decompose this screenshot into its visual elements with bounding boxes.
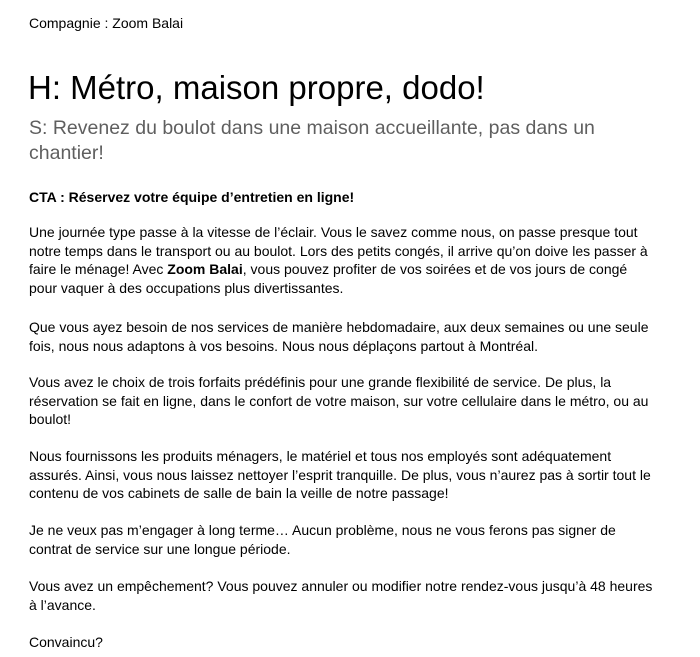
subheadline: S: Revenez du boulot dans une maison accueillante, pas dans un chantier! [29, 117, 595, 164]
body-paragraph-7: Convaincu? [29, 634, 103, 650]
body-paragraph-6: Vous avez un empêchement? Vous pouvez annuler ou modifier notre rendez-vous jusqu’à 48 heures à l’avance. [29, 578, 653, 613]
body-paragraph-3: Vous avez le choix de trois forfaits prédéfinis pour une grande flexibilité de service. De plus, la réservation se fait en ligne, dans le confort de votre maison, sur votre cellulaire dans le métro, ou au boulot! [29, 374, 649, 428]
headline: H: Métro, maison propre, dodo! [28, 69, 485, 106]
call-to-action: CTA : Réservez votre équipe d’entretien en ligne! [29, 189, 355, 205]
body-paragraph-2: Que vous ayez besoin de nos services de manière hebdomadaire, aux deux semaines ou une seule fois, nous nous adaptons à vos besoins. Nous nous déplaçons partout à Montréal. [29, 319, 649, 354]
brand-name: Zoom Balai [167, 261, 243, 278]
paragraph-text: , vous pouvez profiter de vos soirées et de vos jours de congé pour vaquer à des occupations plus divertissantes. [29, 261, 628, 296]
body-paragraph-4: Nous fournissons les produits ménagers, le matériel et tous nos employés sont adéquatement assurés. Ainsi, vous nous laissez nettoyer l’esprit tranquille. De plus, vous n’aurez pas à sortir tout le contenu de vos cabinets de salle de bain la veille de notre passage! [29, 448, 651, 502]
body-paragraph-5: Je ne veux pas m’engager à long terme… Aucun problème, nous ne vous ferons pas signer de contrat de service sur une longue période. [29, 522, 616, 557]
paragraph-text: Une journée type passe à la vitesse de l’éclair. Vous le savez comme nous, on passe presque tout notre temps dans le transport ou au boulot. Lors des petits congés, il arrive qu’on doive les passer à faire le ménage! Avec [29, 224, 648, 278]
company-name: Compagnie : Zoom Balai [29, 15, 184, 31]
body-paragraph-1 [29, 223, 654, 297]
